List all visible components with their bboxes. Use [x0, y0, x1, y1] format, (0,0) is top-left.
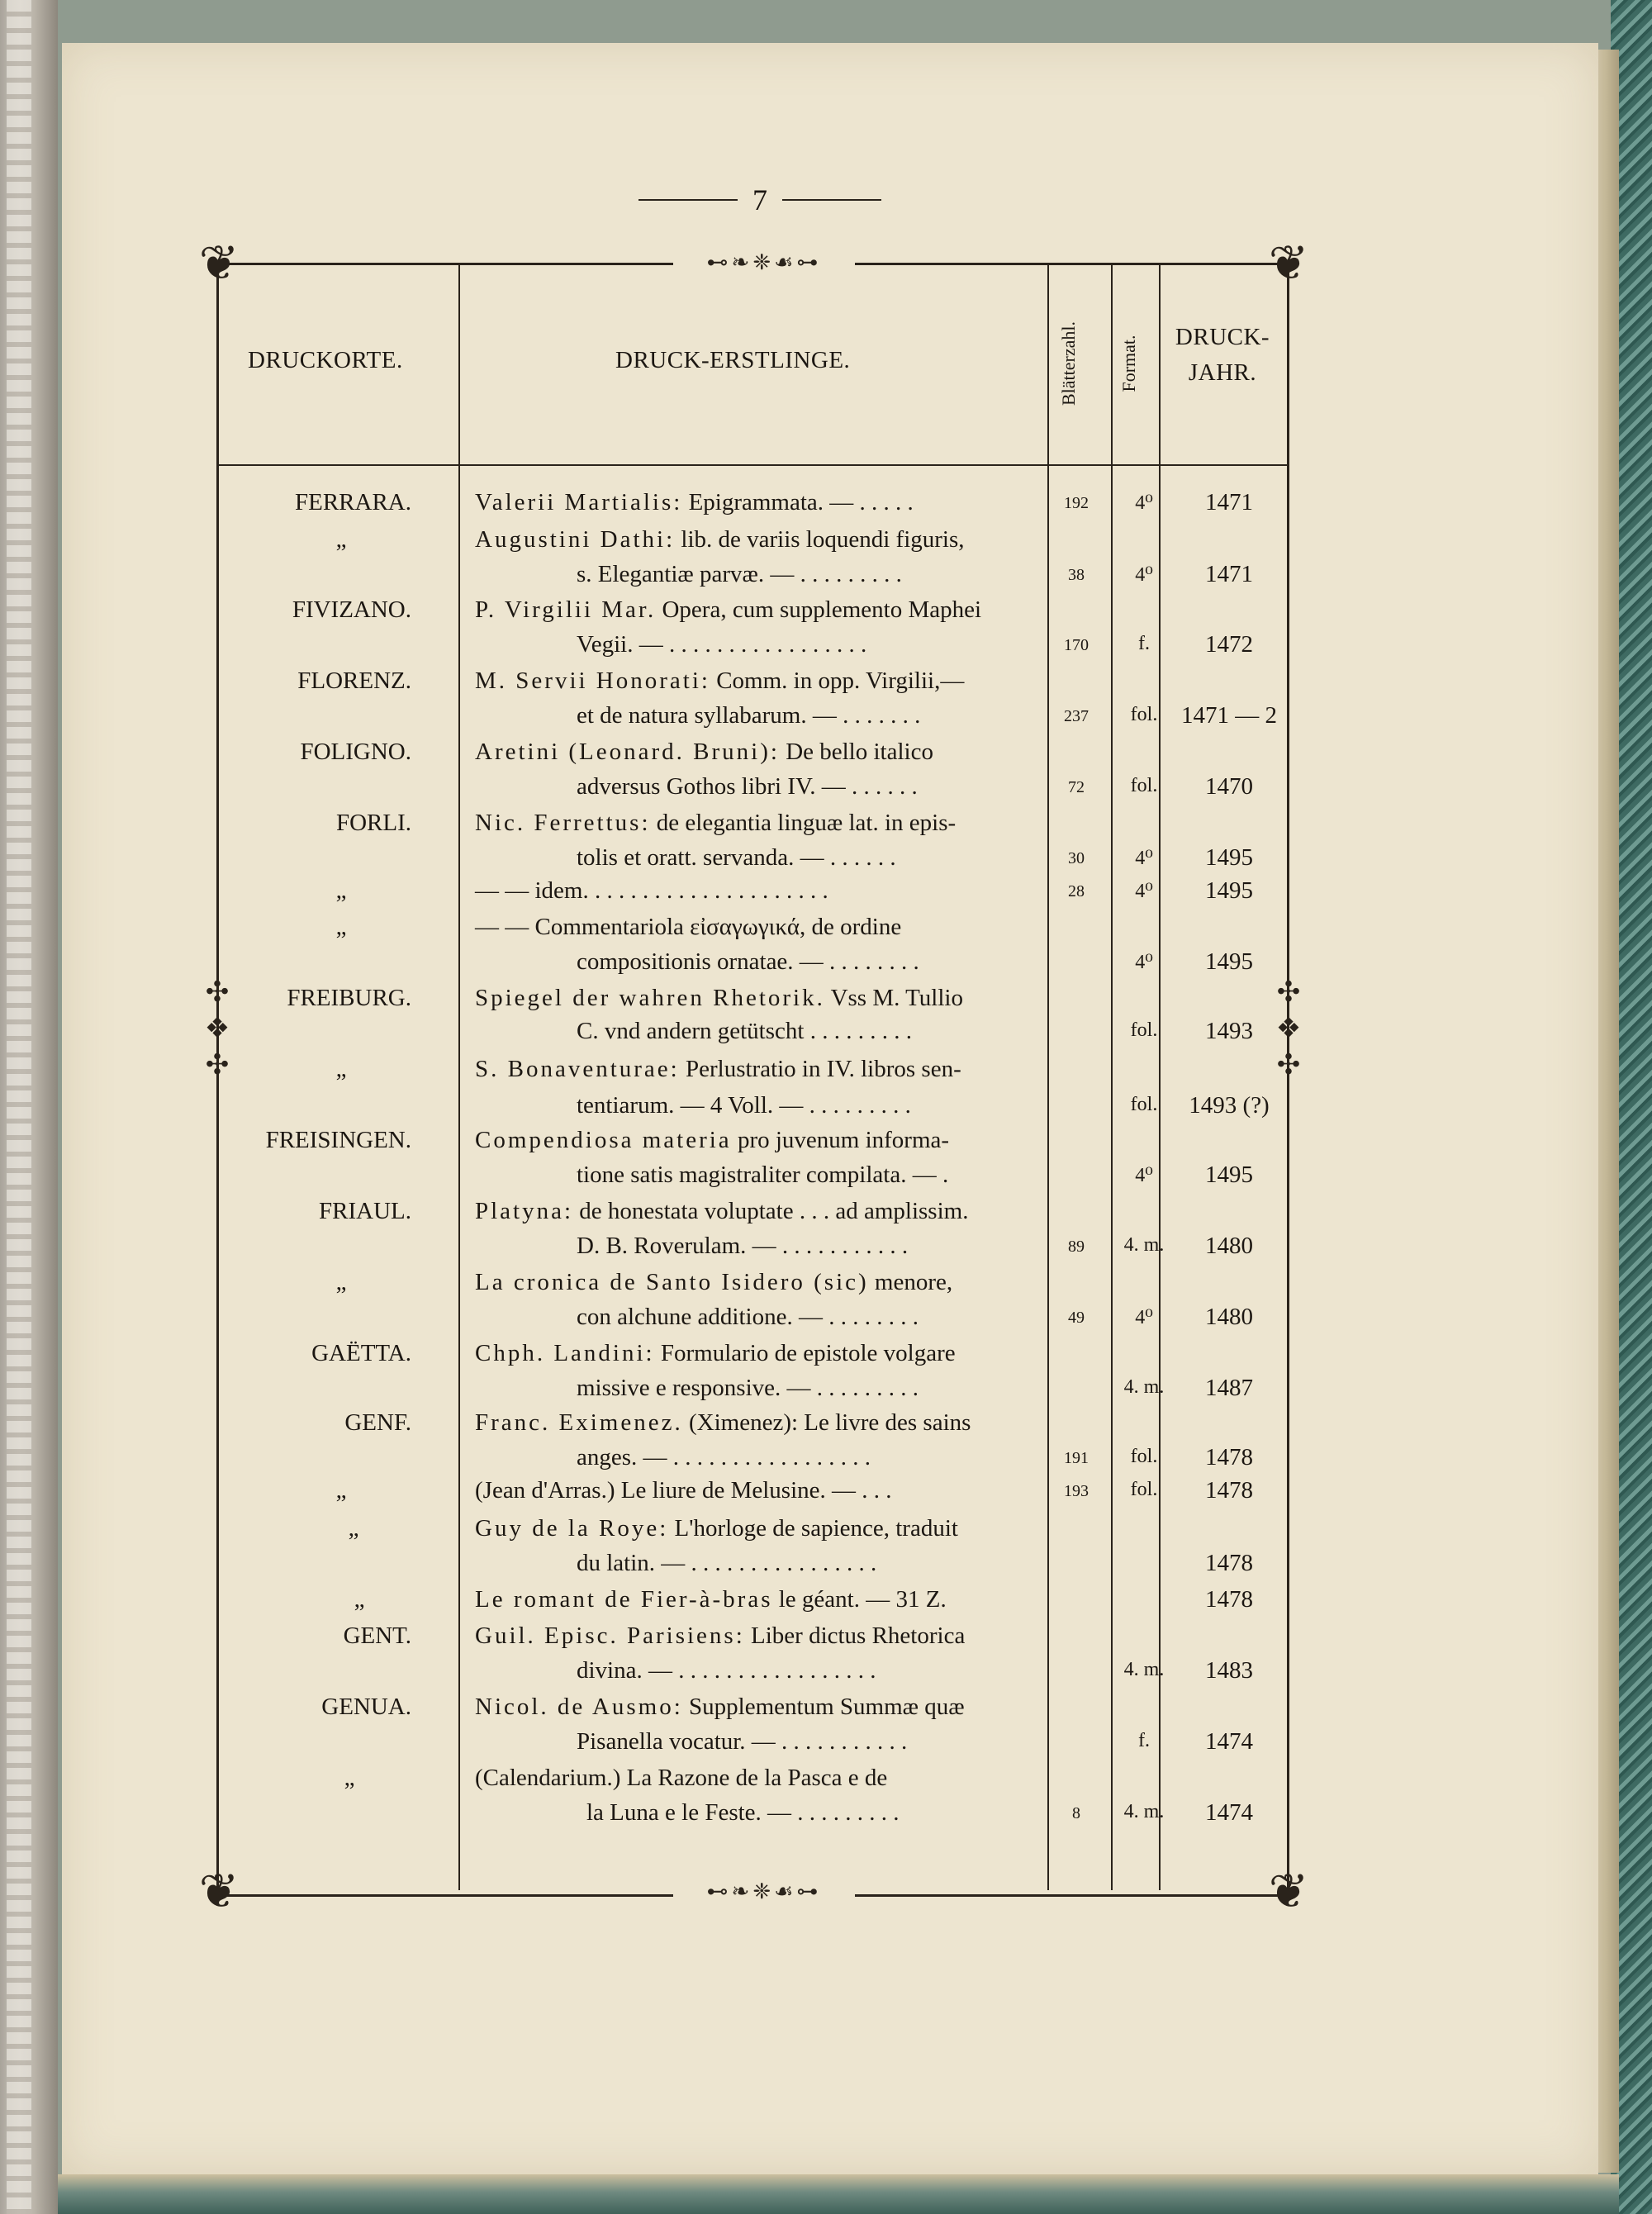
title-text: Epigrammata. — . . . . . [682, 489, 914, 515]
title-text: (Ximenez): Le livre des sains [682, 1409, 971, 1436]
center-ornament-icon: ⊷❧❈☙⊶ [673, 252, 855, 273]
place-name: FOLIGNO. [300, 739, 411, 765]
title-author: Guy de la Roye: [475, 1515, 669, 1542]
corner-ornament-icon: ❦ [1268, 236, 1309, 290]
table-row [0, 526, 1652, 563]
place-ditto: „ [335, 526, 347, 553]
place-ditto: „ [344, 1765, 355, 1791]
print-year: 1471 [1205, 489, 1253, 515]
title-text: pro juvenum informa- [731, 1127, 950, 1153]
print-year: 1470 [1205, 773, 1253, 800]
title-text: De bello italico [779, 739, 933, 765]
title-text: lib. de variis loquendi figuris, [675, 526, 965, 553]
place-name: FREIBURG. [287, 985, 411, 1011]
title-text: de elegantia linguæ lat. in epis- [650, 810, 957, 836]
corner-ornament-icon: ❦ [198, 236, 240, 290]
print-year: 1483 [1205, 1657, 1253, 1684]
place-ditto: „ [335, 1477, 347, 1504]
title-author: Guil. Episc. Parisiens: [475, 1622, 745, 1649]
rule-left [638, 199, 738, 201]
title-continuation: tione satis magistraliter compilata. — . [577, 1162, 949, 1188]
place-name: FREISINGEN. [265, 1127, 411, 1153]
title-continuation: tolis et oratt. servanda. — . . . . . . [577, 844, 896, 871]
title-author: Augustini Dathi: [475, 526, 676, 553]
print-year: 1478 [1205, 1444, 1253, 1470]
format: fol. [1130, 775, 1158, 796]
title-continuation: s. Elegantiæ parvæ. — . . . . . . . . . [577, 561, 902, 587]
table-row-cont [0, 1233, 1652, 1269]
table-row [0, 739, 1652, 775]
title-text: (Calendarium.) La Razone de la Pasca e de [475, 1765, 888, 1791]
table-row [0, 668, 1652, 704]
format: 4⁰ [1135, 848, 1153, 869]
title-continuation: tentiarum. — 4 Voll. — . . . . . . . . . [577, 1092, 911, 1119]
leaf-count: 38 [1068, 566, 1085, 584]
place-name: FORLI. [335, 810, 411, 836]
print-year: 1471 — 2 [1181, 702, 1277, 729]
table-row [0, 985, 1652, 1021]
side-ornament-icon: ✣ ❖ ✣ [204, 977, 230, 1081]
place-ditto: „ [335, 1269, 347, 1295]
leaf-count: 170 [1064, 636, 1089, 654]
table-row-cont [0, 1657, 1652, 1694]
print-year: 1495 [1205, 1162, 1253, 1188]
header-druckjahr-line2: JAHR. [1188, 359, 1257, 386]
header-blatterzahl: Blätterzahl. [1058, 321, 1079, 406]
title-text: Perlustratio in IV. libros sen- [679, 1056, 961, 1082]
place-ditto: „ [348, 1515, 359, 1542]
table-row-cont [0, 1018, 1652, 1054]
corner-ornament-icon: ❦ [198, 1865, 240, 1918]
print-year: 1472 [1205, 631, 1253, 658]
leaf-count: 49 [1068, 1309, 1085, 1327]
header-druck-erstlinge: DRUCK-ERSTLINGE. [615, 347, 851, 373]
table-row-cont [0, 1444, 1652, 1480]
table-row [0, 1477, 1652, 1513]
table-row-cont [0, 1375, 1652, 1411]
format: 4⁰ [1135, 1165, 1153, 1186]
format: f. [1138, 1730, 1150, 1751]
table-row [0, 1694, 1652, 1730]
place-name: GENF. [344, 1409, 411, 1436]
title-text: — — idem. . . . . . . . . . . . . . . . . . . . . [475, 877, 828, 904]
print-year: 1478 [1205, 1550, 1253, 1576]
print-year: 1495 [1205, 877, 1253, 904]
print-year: 1478 [1205, 1586, 1253, 1613]
table-row [0, 1198, 1652, 1234]
page-number-line [624, 183, 896, 216]
title-author: Le romant de Fier-à-bras [475, 1586, 773, 1613]
place-name: FIVIZANO. [292, 596, 411, 623]
title-author: P. Virgilii Mar. [475, 596, 657, 623]
book-cover-bottom [58, 2174, 1619, 2214]
format: 4. m. [1123, 1234, 1165, 1256]
corner-ornament-icon: ❦ [1268, 1865, 1309, 1918]
format: fol. [1130, 1019, 1158, 1041]
table-row [0, 1586, 1652, 1622]
title-text: (Jean d'Arras.) Le liure de Melusine. — . . . [475, 1477, 892, 1504]
table-row-cont [0, 631, 1652, 668]
title-continuation: con alchune additione. — . . . . . . . . [577, 1304, 919, 1330]
table-row-cont [0, 1162, 1652, 1198]
format: fol. [1130, 1094, 1158, 1115]
title-author: Compendiosa materia [475, 1127, 732, 1153]
title-author: Platyna: [475, 1198, 574, 1224]
table-row [0, 810, 1652, 846]
leaf-count: 8 [1072, 1804, 1080, 1822]
print-year: 1495 [1205, 844, 1253, 871]
title-text: Formulario de epistole volgare [654, 1340, 956, 1366]
format: fol. [1130, 1446, 1158, 1467]
title-text: Supplementum Summæ quæ [682, 1694, 965, 1720]
title-continuation: la Luna e le Feste. — . . . . . . . . . [586, 1799, 900, 1826]
table-row [0, 1269, 1652, 1305]
place-ditto: „ [335, 914, 347, 940]
rule-right [782, 199, 881, 201]
title-continuation: et de natura syllabarum. — . . . . . . . [577, 702, 921, 729]
table-row-cont [0, 1304, 1652, 1340]
title-continuation: Vegii. — . . . . . . . . . . . . . . . . . [577, 631, 867, 658]
title-author: Nicol. de Ausmo: [475, 1694, 683, 1720]
table-row-cont [0, 702, 1652, 739]
header-druckorte: DRUCKORTE. [248, 347, 403, 373]
format: f. [1138, 633, 1150, 654]
table-row [0, 1127, 1652, 1163]
table-row-cont [0, 561, 1652, 597]
title-continuation: compositionis ornatae. — . . . . . . . . [577, 948, 919, 975]
format: 4⁰ [1135, 952, 1153, 973]
title-author: Spiegel der wahren Rhetorik. [475, 985, 825, 1011]
table-row [0, 914, 1652, 950]
format: fol. [1130, 1479, 1158, 1500]
title-continuation: adversus Gothos libri IV. — . . . . . . [577, 773, 918, 800]
title-continuation: D. B. Roverulam. — . . . . . . . . . . . [577, 1233, 909, 1259]
table-row [0, 1622, 1652, 1659]
title-text: le géant. — 31 Z. [772, 1586, 947, 1613]
title-text: Liber dictus Rhetorica [744, 1622, 966, 1649]
format: 4⁰ [1135, 564, 1153, 586]
header-rule [219, 464, 1287, 466]
leaf-count: 30 [1068, 849, 1085, 867]
format: 4. m. [1123, 1659, 1165, 1680]
title-author: Aretini (Leonard. Bruni): [475, 739, 780, 765]
table-row [0, 489, 1652, 525]
title-text: Opera, cum supplemento Maphei [656, 596, 982, 623]
leaf-count: 193 [1064, 1482, 1089, 1500]
title-continuation: du latin. — . . . . . . . . . . . . . . . . [577, 1550, 877, 1576]
leaf-count: 89 [1068, 1238, 1085, 1256]
place-name: GENUA. [321, 1694, 411, 1720]
side-ornament-icon: ✣ ❖ ✣ [1275, 977, 1302, 1081]
table-row [0, 877, 1652, 914]
center-ornament-icon: ⊷❧❈☙⊶ [673, 1881, 855, 1903]
header-druckjahr-line1: DRUCK- [1175, 324, 1270, 350]
table-row-cont [0, 844, 1652, 881]
format: fol. [1130, 704, 1158, 725]
format: 4. m. [1123, 1801, 1165, 1822]
format: 4⁰ [1135, 1307, 1153, 1328]
leaf-count: 72 [1068, 778, 1085, 796]
title-author: Nic. Ferrettus: [475, 810, 651, 836]
table-row-cont [0, 948, 1652, 985]
place-ditto: „ [335, 1056, 347, 1082]
table-row-cont [0, 1728, 1652, 1765]
leaf-count: 28 [1068, 882, 1085, 900]
place-name: FERRARA. [294, 489, 411, 515]
title-continuation: missive e responsive. — . . . . . . . . . [577, 1375, 919, 1401]
table-row [0, 1409, 1652, 1446]
table-row-cont [0, 1550, 1652, 1586]
format: 4. m. [1123, 1376, 1165, 1398]
table-row [0, 1056, 1652, 1092]
title-author: La cronica de Santo Isidero (sic) [475, 1269, 869, 1295]
print-year: 1474 [1205, 1728, 1253, 1755]
leaf-count: 237 [1064, 707, 1089, 725]
title-continuation: Pisanella vocatur. — . . . . . . . . . . . [577, 1728, 908, 1755]
table-row [0, 1515, 1652, 1551]
table-row [0, 1340, 1652, 1376]
title-text: de honestata voluptate . . . ad amplissim. [573, 1198, 969, 1224]
place-name: FRIAUL. [319, 1198, 411, 1224]
table-row-cont [0, 773, 1652, 810]
print-year: 1495 [1205, 948, 1253, 975]
print-year: 1493 [1205, 1018, 1253, 1044]
place-name: GAËTTA. [311, 1340, 411, 1366]
table-row-cont [0, 1799, 1652, 1836]
title-text: Vss M. Tullio [824, 985, 963, 1011]
leaf-count: 192 [1064, 494, 1089, 512]
title-author: S. Bonaventurae: [475, 1056, 680, 1082]
header-format: Format. [1118, 335, 1139, 392]
place-ditto: „ [354, 1586, 365, 1613]
title-author: Valerii Martialis: [475, 489, 683, 515]
place-ditto: „ [335, 877, 347, 904]
leaf-count: 191 [1064, 1449, 1089, 1467]
title-text: menore, [868, 1269, 953, 1295]
title-author: Chph. Landini: [475, 1340, 655, 1366]
print-year: 1478 [1205, 1477, 1253, 1504]
title-text: — — Commentariola εἰσαγωγικά, de ordine [475, 914, 902, 940]
print-year: 1474 [1205, 1799, 1253, 1826]
print-year: 1487 [1205, 1375, 1253, 1401]
table-row [0, 1765, 1652, 1801]
title-text: L'horloge de sapience, traduit [668, 1515, 958, 1542]
title-author: M. Servii Honorati: [475, 668, 710, 694]
place-name: FLORENZ. [297, 668, 411, 694]
print-year: 1471 [1205, 561, 1253, 587]
title-author: Franc. Eximenez. [475, 1409, 683, 1436]
table-row [0, 596, 1652, 633]
title-continuation: C. vnd andern getütscht . . . . . . . . . [577, 1018, 912, 1044]
table-row-cont [0, 1092, 1652, 1128]
print-year: 1493 (?) [1189, 1092, 1270, 1119]
title-continuation: anges. — . . . . . . . . . . . . . . . . . [577, 1444, 871, 1470]
print-year: 1480 [1205, 1304, 1253, 1330]
title-continuation: divina. — . . . . . . . . . . . . . . . . . [577, 1657, 876, 1684]
header-druckjahr [1156, 324, 1289, 387]
title-text: Comm. in opp. Virgilii,— [710, 668, 965, 694]
place-name: GENT. [343, 1622, 411, 1649]
format: 4⁰ [1135, 492, 1153, 514]
format: 4⁰ [1135, 881, 1153, 902]
page-number: 7 [752, 183, 767, 216]
print-year: 1480 [1205, 1233, 1253, 1259]
